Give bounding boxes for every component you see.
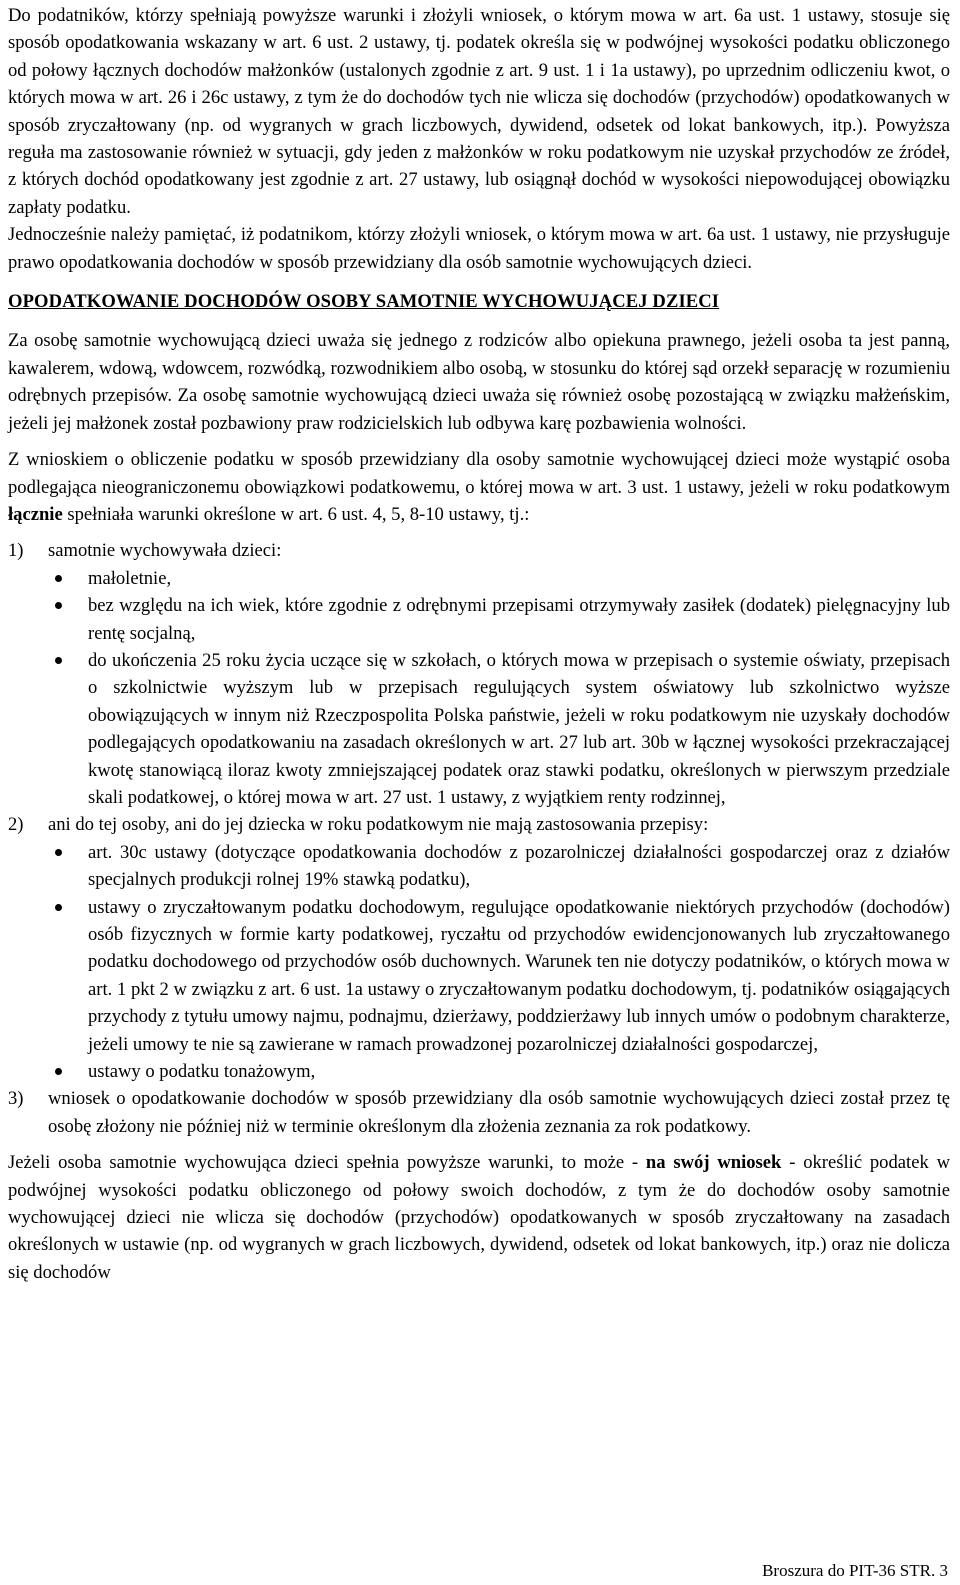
page-footer: Broszura do PIT-36 STR. 3 (762, 1561, 948, 1580)
bullet-text: ustawy o zryczałtowanym podatku dochodowym, regulujące opodatkowanie niektórych przychodów (dochodów) osób fizycznych w formie karty podatkowej, ryczałtu od przychodów ewidencjonowanych lub zryczałtowanego podatku dochodowego od przychodów osób duchownych. Warunek ten nie dotyczy podatników, o których mowa w art. 1 pkt 2 w związku z art. 6 ust. 1a ustawy o zryczałtowanym podatku dochodowym, tj. podatników osiągających przychody z tytułu umowy najmu, podnajmu, dzierżawy, poddzierżawy lub innych umów o podobnym charakterze, jeżeli umowy te nie są zawierane w ramach prowadzonej pozarolniczej działalności gospodarczej, (88, 896, 950, 1055)
condition-text: ani do tej osoby, ani do jej dziecka w roku podatkowym nie mają zastosowania przepisy: (48, 814, 709, 836)
bullet-icon (55, 575, 62, 582)
condition-number: 2) (8, 814, 24, 836)
bullet-item (48, 647, 950, 811)
bullet-text: bez względu na ich wiek, które zgodnie z odrębnymi przepisami otrzymywały zasiłek (dodatek) pielęgnacyjny lub rentę socjalną, (88, 595, 950, 644)
condition-item-1 (8, 537, 950, 811)
closing-text-start: Jeżeli osoba samotnie wychowująca dzieci spełnia powyższe warunki, to może - (8, 1152, 646, 1174)
conditions-text-end: spełniała warunki określone w art. 6 ust. 4, 5, 8-10 ustawy, tj.: (62, 503, 530, 525)
condition-text: wniosek o opodatkowanie dochodów w sposób przewidziany dla osób samotnie wychowujących dzieci został przez tę osobę złożony nie później niż w terminie określonym dla złożenia zeznania za rok podatkowy. (48, 1088, 950, 1137)
closing-text-end: - określić podatek w podwójnej wysokości podatku obliczonego od połowy swoich dochodów, z tym że do dochodów osoby samotnie wychowującej dzieci nie wlicza się dochodów (przychodów) opodatkowanych w sposób zryczałtowany na zasadach określonych w ustawie (np. od wygranych w grach liczbowych, dywidend, odsetek od lokat bankowych, itp.) oraz nie dolicza się dochodów (8, 1152, 950, 1283)
bullet-text: do ukończenia 25 roku życia uczące się w szkołach, o których mowa w przepisach o systemie oświaty, przepisach o szkolnictwie wyższym lub w przepisach regulujących system oświatowy lub szkolnictwo wyższe obowiązujących w innym niż Rzeczpospolita Polska państwie, jeżeli w roku podatkowym nie uzyskały dochodów podlegających opodatkowaniu na zasadach określonych w art. 27 lub art. 30b w łącznej wysokości przekraczającej kwotę stanowiącą iloraz kwoty zmniejszającej podatek oraz stawki podatku, określonych w pierwszym przedziale skali podatkowej, o której mowa w art. 27 ust. 1 ustawy, z wyjątkiem renty rodzinnej, (88, 649, 950, 808)
condition-number: 3) (8, 1088, 24, 1110)
closing-paragraph (8, 1149, 950, 1286)
closing-emphasis: na swój wniosek (645, 1152, 782, 1174)
bullet-item (48, 1058, 950, 1085)
bullet-text: ustawy o podatku tonażowym, (88, 1061, 316, 1083)
bullet-icon (55, 849, 62, 856)
conditions-text-start: Z wnioskiem o obliczenie podatku w sposób przewidziany dla osoby samotnie wychowującej dzieci może wystąpić osoba podlegająca nieograniczonemu obowiązkowi podatkowemu, o której mowa w art. 3 ust. 1 ustawy, jeżeli w roku podatkowym (8, 449, 950, 498)
bullet-icon (55, 1068, 62, 1075)
intro-paragraph-joint-taxation: Do podatników, którzy spełniają powyższe warunki i złożyli wniosek, o którym mowa w art. 6a ust. 1 ustawy, stosuje się sposób opodatkowania wskazany w art. 6 ust. 2 ustawy, tj. podatek określa się w podwójnej wysokości podatku obliczonego od połowy łącznych dochodów małżonków (ustalonych zgodnie z art. 9 ust. 1 i 1a ustawy), po uprzednim odliczeniu kwot, o których mowa w art. 26 i 26c ustawy, z tym że do dochodów tych nie wlicza się dochodów (przychodów) opodatkowanych w sposób zryczałtowany (np. od wygranych w grach liczbowych, dywidend, odsetek od lokat bankowych, itp.). Powyższa reguła ma zastosowanie również w sytuacji, gdy jeden z małżonków w roku podatkowym nie uzyskał przychodów ze źródeł, z których dochód opodatkowany jest zgodnie z art. 27 ustawy, lub osiągnął dochód w wysokości niepowodującej obowiązku zapłaty podatku. (8, 5, 950, 218)
section-heading: OPODATKOWANIE DOCHODÓW OSOBY SAMOTNIE WYCHOWUJĄCEJ DZIECI (8, 291, 720, 313)
condition-text: samotnie wychowywała dzieci: (48, 540, 282, 562)
conditions-emphasis: łącznie (8, 503, 63, 525)
conditions-list (8, 537, 950, 1140)
condition-item-3 (8, 1085, 950, 1140)
bullet-text: małoletnie, (88, 567, 172, 589)
bullet-item (48, 894, 950, 1058)
conditions-paragraph (8, 446, 950, 528)
bullet-icon (55, 904, 62, 911)
condition-number: 1) (8, 540, 24, 562)
bullet-item (48, 565, 950, 592)
definition-paragraph: Za osobę samotnie wychowującą dzieci uważa się jednego z rodziców albo opiekuna prawnego, jeżeli osoba ta jest panną, kawalerem, wdową, wdowcem, rozwódką, rozwodnikiem albo osobą, w stosunku do której sąd orzekł separację w rozumieniu odrębnych przepisów. Za osobę samotnie wychowującą dzieci uważa się również osobę pozostającą w związku małżeńskim, jeżeli jej małżonek został pozbawiony praw rodzicielskich lub odbywa karę pozbawienia wolności. (8, 330, 950, 434)
bullet-icon (55, 657, 62, 664)
bullet-text: art. 30c ustawy (dotyczące opodatkowania dochodów z pozarolniczej działalności gospodarczej oraz z działów specjalnych produkcji rolnej 19% stawką podatku), (88, 841, 950, 891)
bullet-item (48, 592, 950, 647)
bullet-item (48, 839, 950, 894)
intro-paragraph-note: Jednocześnie należy pamiętać, iż podatnikom, którzy złożyli wniosek, o którym mowa w art. 6a ust. 1 ustawy, nie przysługuje prawo opodatkowania dochodów w sposób przewidziany dla osób samotnie wychowujących dzieci. (8, 224, 950, 273)
bullet-icon (55, 602, 62, 609)
condition-bullet-list (48, 565, 950, 812)
condition-bullet-list (48, 839, 950, 1086)
condition-item-2 (8, 811, 950, 1085)
